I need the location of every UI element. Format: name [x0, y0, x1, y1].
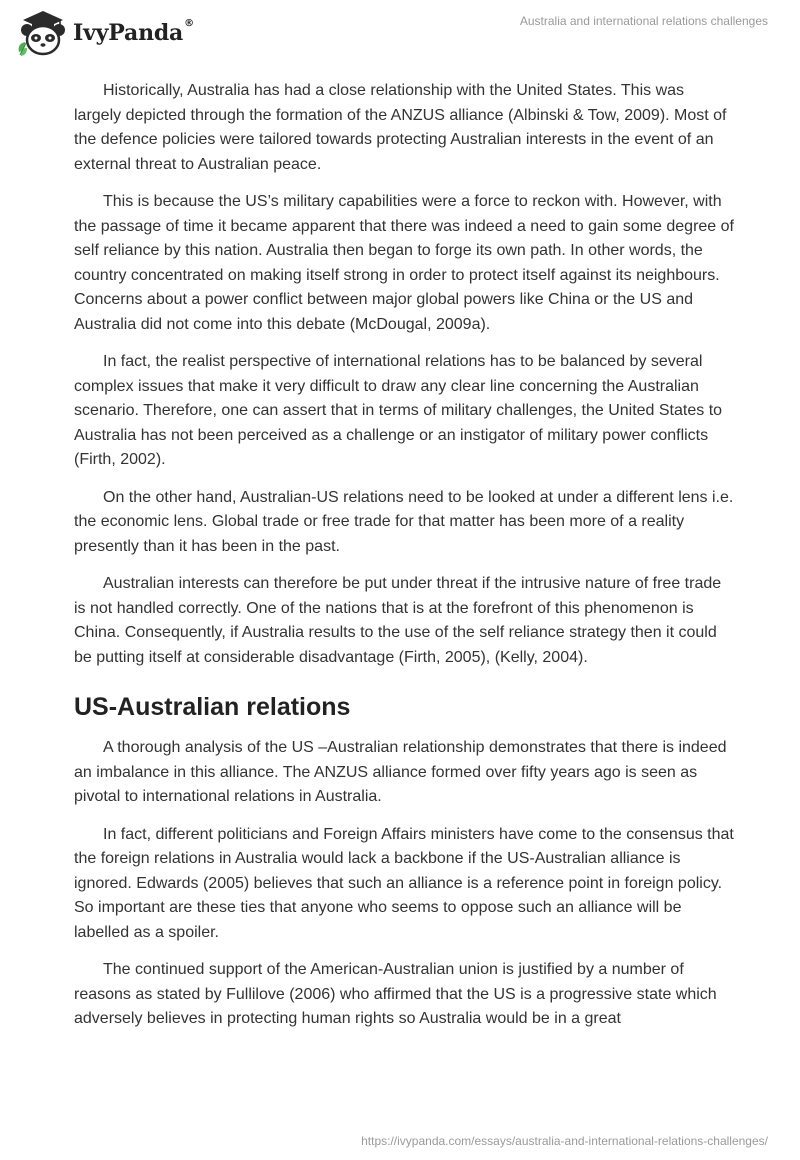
- registered-mark: ®: [184, 18, 194, 29]
- paragraph: A thorough analysis of the US –Australian relationship demonstrates that there is indeed an imbalance in this alliance. The ANZUS alliance formed over fifty years ago is seen as pivotal to international relations in Australia.: [74, 739, 727, 805]
- paragraph: In fact, the realist perspective of international relations has to be balanced by several complex issues that make it very difficult to draw any clear line concerning the Australian scenario. Therefore, one can assert that in terms of military challenges, the United States to Australia has not been perceived as a challenge or an instigator of military power conflicts (Firth, 2002).: [74, 353, 723, 468]
- source-url[interactable]: https://ivypanda.com/essays/australia-and-international-relations-challenges/: [361, 1134, 768, 1148]
- section-heading: US-Australian relations: [74, 693, 351, 721]
- panda-graduate-logo-icon: [15, 8, 69, 58]
- brand-name: IvyPanda®: [73, 18, 194, 46]
- paragraph: This is because the US’s military capabilities were a force to reckon with. However, with the passage of time it became apparent that there was indeed a need to gain some degree of self reliance by this nation. Australia then began to forge its own path. In other words, the country concentrated on making itself strong in order to protect itself against its neighbours. Concerns about a power conflict between major global powers like China or the US and Australia did not come into this debate (McDougal, 2009a).: [74, 193, 734, 333]
- page-header: [0, 0, 800, 70]
- paragraph: Historically, Australia has had a close relationship with the United States. This was largely depicted through the formation of the ANZUS alliance (Albinski & Tow, 2009). Most of the defence policies were tailored towards protecting Australian interests in the event of an external threat to Australian peace.: [74, 82, 727, 173]
- paragraph: In fact, different politicians and Foreign Affairs ministers have come to the consensus that the foreign relations in Australia would lack a backbone if the US-Australian alliance is ignored. Edwards (2005) believes that such an alliance is a reference point in foreign policy. So important are these ties that anyone who seems to oppose such an alliance will be labelled as a spoiler.: [74, 825, 734, 941]
- ivypanda-logo[interactable]: [15, 8, 194, 58]
- paragraph: On the other hand, Australian-US relations need to be looked at under a different lens i.e. the economic lens. Global trade or free trade for that matter has been more of a reality presently than it has been in the past.: [74, 488, 734, 555]
- paragraph: The continued support of the American-Australian union is justified by a number of reasons as stated by Fullilove (2006) who affirmed that the US is a progressive state which adversely believes in protecting human rights so Australia would be in a great: [74, 961, 717, 1027]
- essay-content: [74, 79, 734, 1045]
- running-title: Australia and international relations challenges: [519, 14, 768, 28]
- paragraph: Australian interests can therefore be put under threat if the intrusive nature of free trade is not handled correctly. One of the nations that is at the forefront of this phenomenon is China. Consequently, if Australia results to the use of the self reliance strategy then it could be putting itself at considerable disadvantage (Firth, 2005), (Kelly, 2004).: [74, 575, 722, 666]
